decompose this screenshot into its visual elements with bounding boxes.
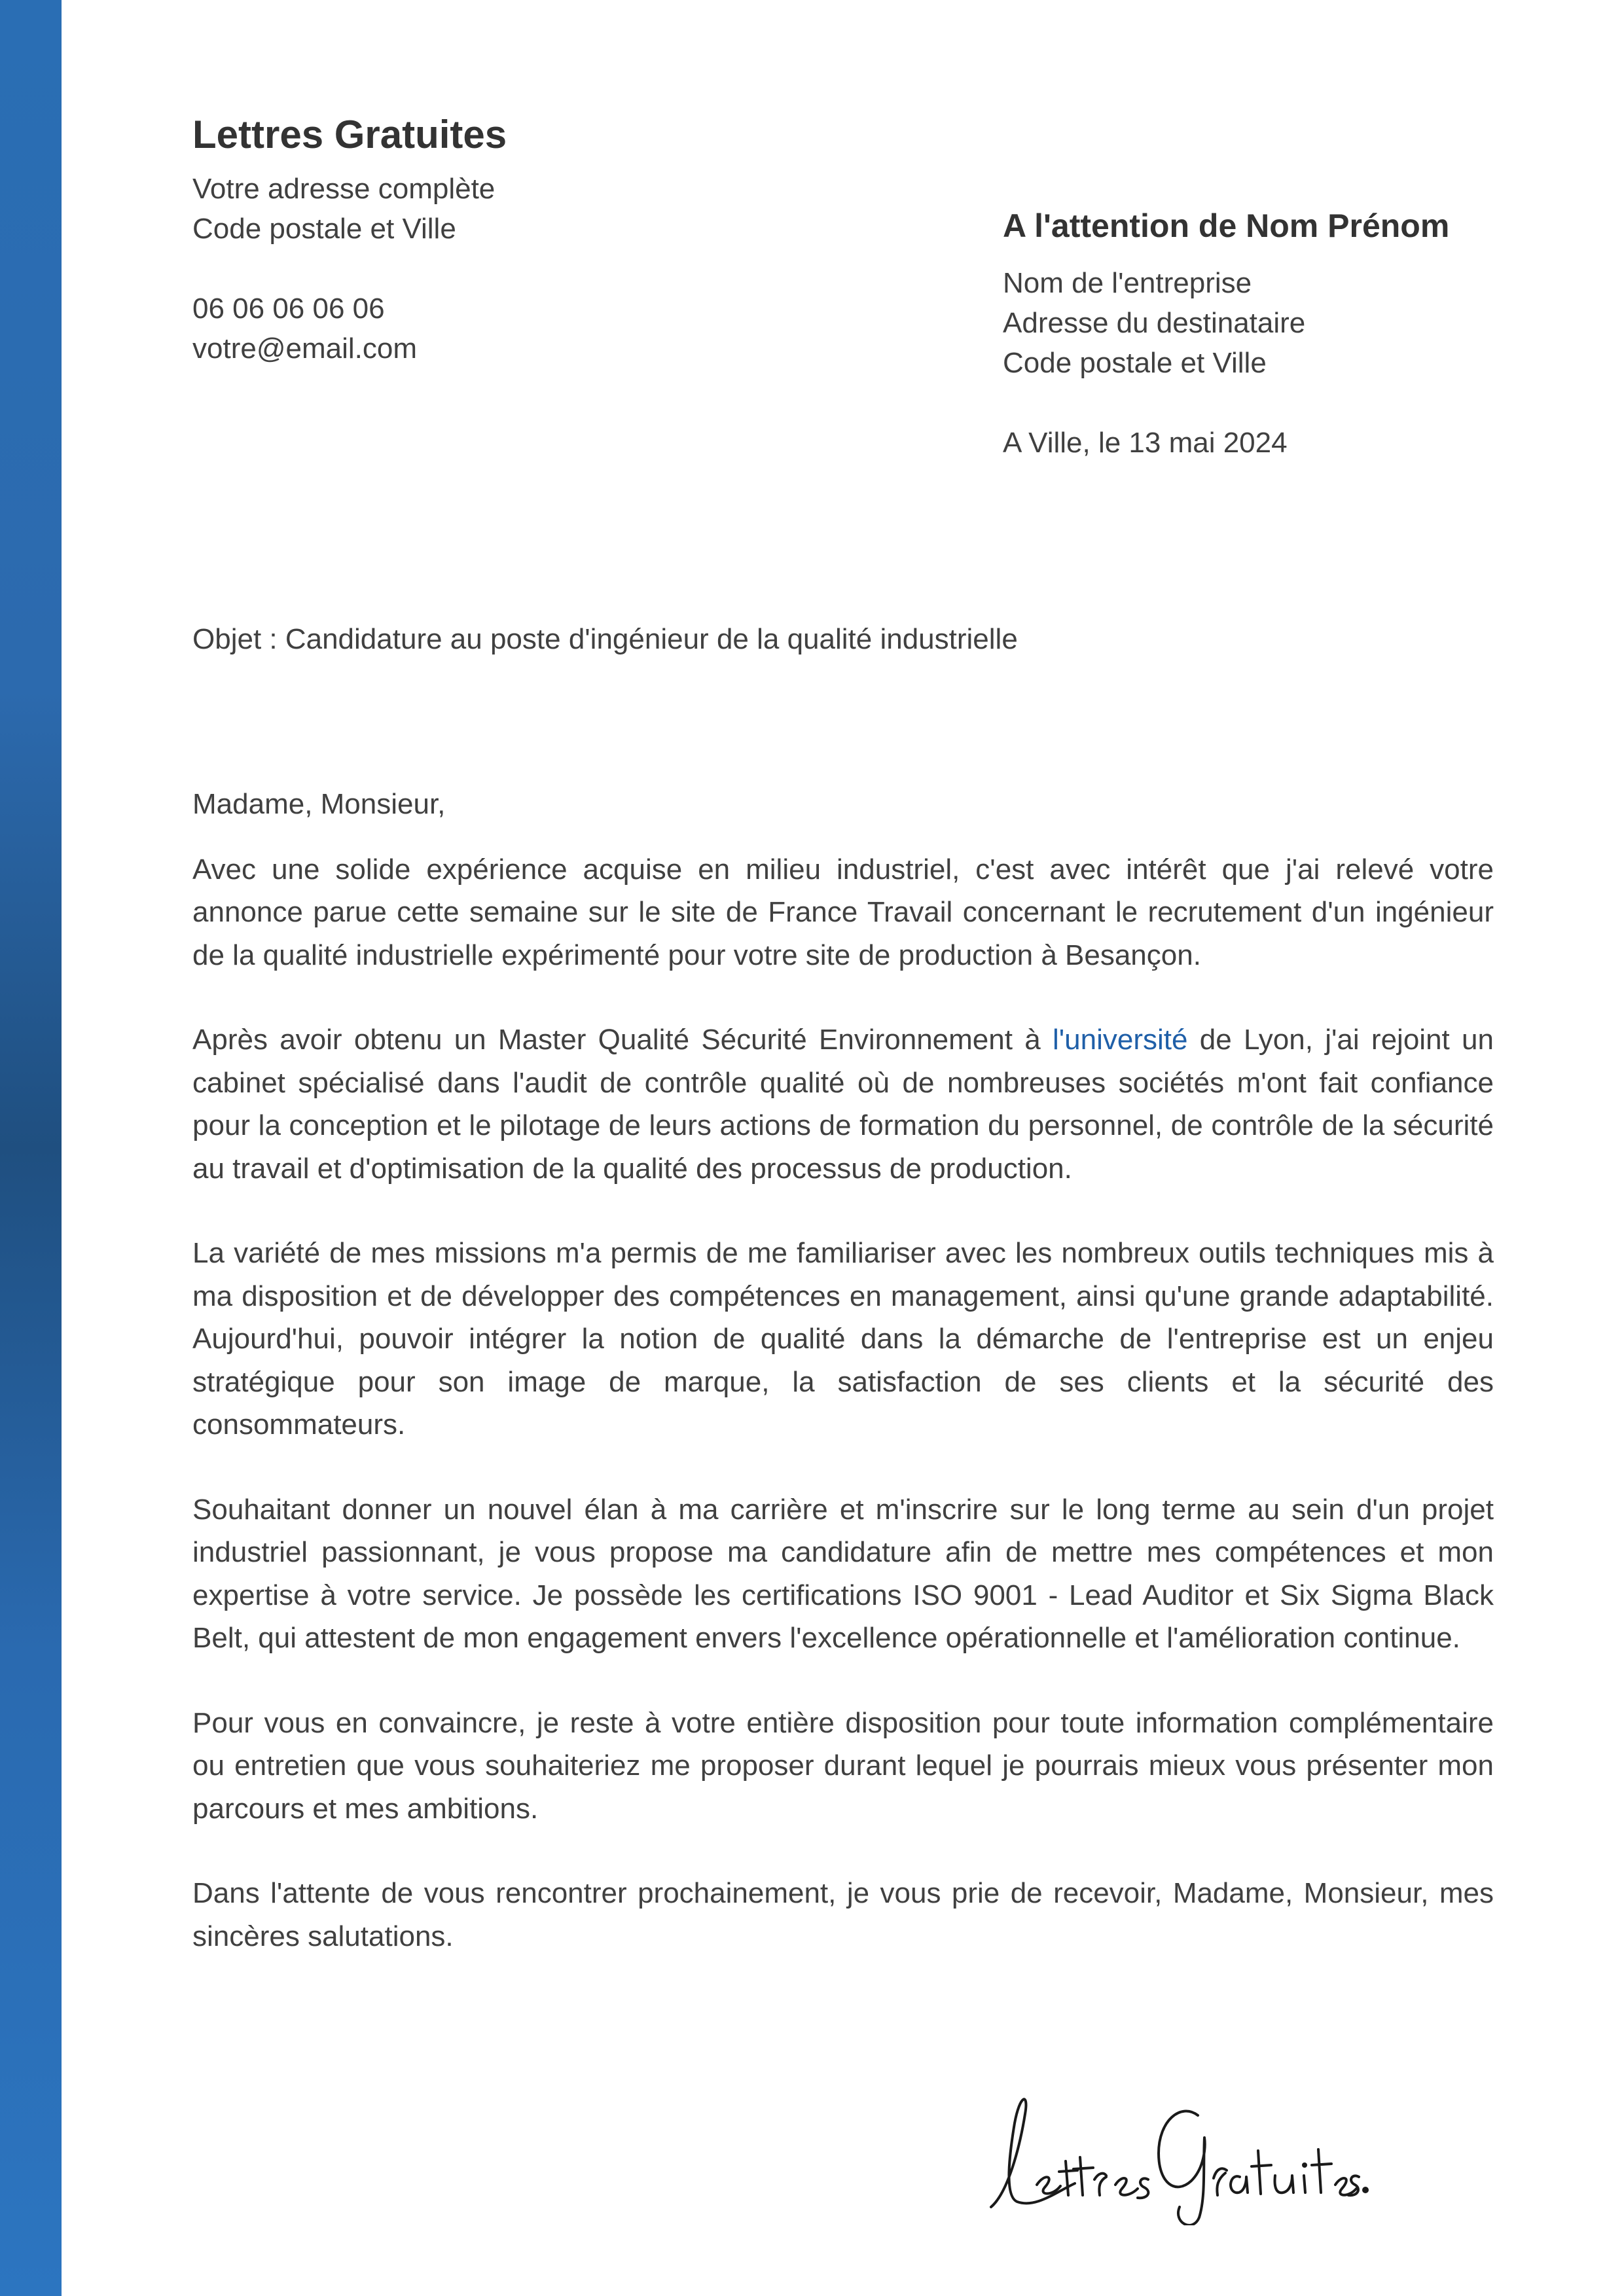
recipient-title: A l'attention de Nom Prénom: [1003, 207, 1450, 244]
decorative-side-band: [0, 0, 62, 2296]
sender-block: [192, 111, 782, 368]
paragraph-education-start: Après avoir obtenu un Master Qualité Sécurité Environnement à: [192, 1024, 1053, 1056]
university-link[interactable]: l'université: [1052, 1024, 1188, 1056]
sender-address: Votre adresse complète: [192, 173, 496, 205]
sender-name: Lettres Gratuites: [192, 113, 507, 156]
sender-phone: 06 06 06 06 06: [192, 293, 385, 325]
recipient-company: Nom de l'entreprise: [1003, 267, 1252, 299]
recipient-address: Adresse du destinataire: [1003, 307, 1306, 339]
spacer: [192, 249, 782, 289]
letter-body: [192, 783, 1494, 2000]
letter-date: A Ville, le 13 mai 2024: [1003, 427, 1288, 459]
paragraph-skills: La variété de mes missions m'a permis de me familiariser avec les nombreux outils techniques mis à ma disposition et de développer des compétences en management, ainsi qu'une grande adaptabilité. Aujourd'hui, pouvoir intégrer la notion de qualité dans la démarche de l'entreprise est un enjeu stratégique pour son image de marque, la satisfaction de ses clients et la sécurité des consommateurs.: [192, 1237, 1494, 1441]
handwritten-signature: [977, 2068, 1369, 2225]
recipient-block: [1003, 204, 1592, 463]
salutation: Madame, Monsieur,: [192, 788, 446, 820]
paragraph-education-end: de Lyon, j'ai rejoint un cabinet spécialisé dans l'audit de contrôle qualité où de nombreuses sociétés m'ont fait confiance pour la conception et le pilotage de leurs actions de formation du personnel, de contrôle de la sécurité au travail et d'optimisation de la qualité des processus de production.: [192, 1024, 1494, 1185]
sender-email: votre@email.com: [192, 332, 417, 365]
letter-subject: Objet : Candidature au poste d'ingénieur de la qualité industrielle: [192, 623, 1018, 655]
recipient-city: Code postale et Ville: [1003, 347, 1267, 379]
paragraph-availability: Pour vous en convaincre, je reste à votre entière disposition pour toute information complémentaire ou entretien que vous souhaiteriez me proposer durant lequel je pourrais mieux vous présenter mon parcours et mes ambitions.: [192, 1706, 1494, 1825]
spacer: [1003, 383, 1592, 423]
paragraph-education: [192, 1018, 1494, 1190]
paragraph-closing: Dans l'attente de vous rencontrer prochainement, je vous prie de recevoir, Madame, Monsieur, mes sincères salutations.: [192, 1877, 1494, 1952]
paragraph-motivation: Souhaitant donner un nouvel élan à ma carrière et m'inscrire sur le long terme au sein d'un projet industriel passionnant, je vous propose ma candidature afin de mettre mes compétences et mon expertise à votre service. Je possède les certifications ISO 9001 - Lead Auditor et Six Sigma Black Belt, qui attestent de mon engagement envers l'excellence opérationnelle et l'amélioration continue.: [192, 1493, 1494, 1654]
sender-city: Code postale et Ville: [192, 213, 456, 245]
paragraph-intro: Avec une solide expérience acquise en milieu industriel, c'est avec intérêt que j'ai relevé votre annonce parue cette semaine sur le site de France Travail concernant le recrutement d'un ingénieur de la qualité industrielle expérimenté pour votre site de production à Besançon.: [192, 853, 1494, 971]
